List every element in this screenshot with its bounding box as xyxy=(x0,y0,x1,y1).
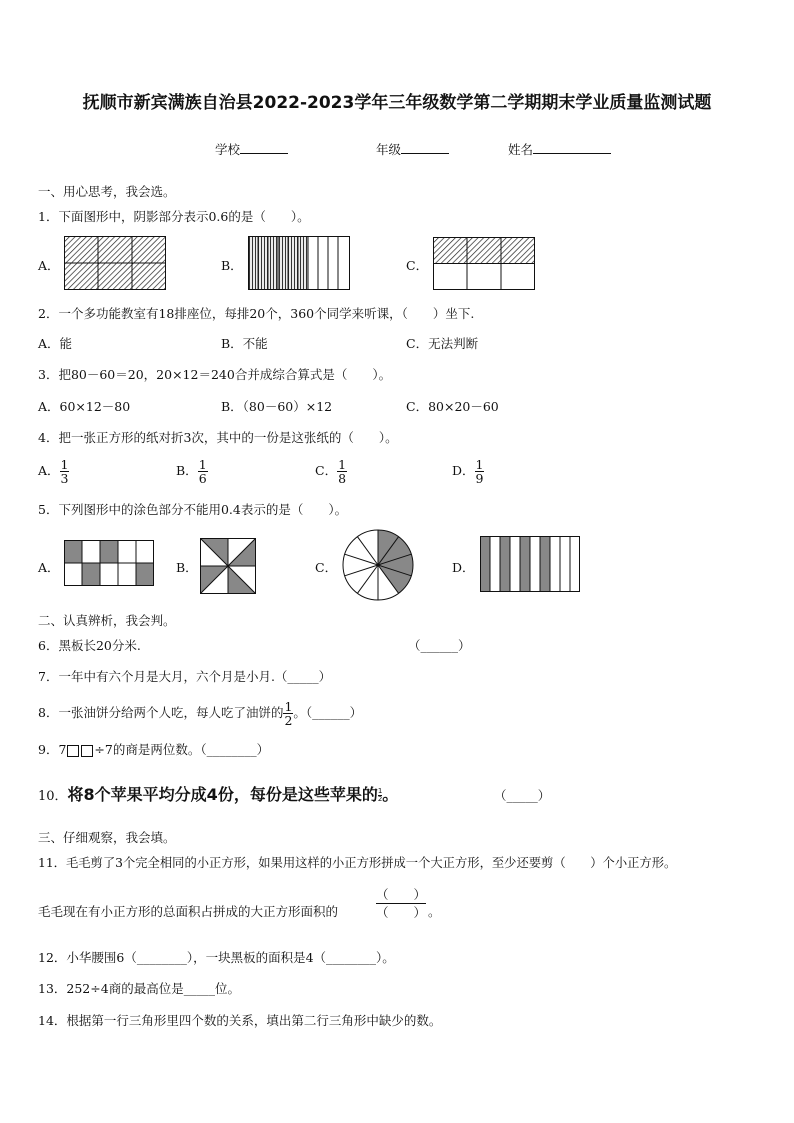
q14-text: 14．根据第一行三角形里四个数的关系，填出第二行三角形中缺少的数。 xyxy=(38,1013,442,1028)
q1-option-a-label[interactable]: A． xyxy=(38,258,60,273)
q1-option-c-label[interactable]: C． xyxy=(406,258,429,273)
q8-text: 8．一张油饼分给两个人吃，每人吃了油饼的 xyxy=(38,705,284,720)
q5-option-c-label[interactable]: C． xyxy=(315,560,338,575)
q4-fraction-c: $\frac{1}{8}$ xyxy=(338,457,347,486)
q3-option-c[interactable]: C．80×20－60 xyxy=(406,399,499,414)
q2-option-c[interactable]: C．无法判断 xyxy=(406,336,479,351)
q8-fraction: $\frac{1}{2}$ xyxy=(284,699,293,728)
q3-text: 3．把80－60＝20，20×12＝240合并成综合算式是（ ）。 xyxy=(38,367,392,382)
q9-text-post: ÷7的商是两位数。（________） xyxy=(94,742,270,757)
q4-text: 4．把一张正方形的纸对折3次，其中的一份是这张纸的（ ）。 xyxy=(38,430,398,445)
section-3-heading: 三、仔细观察，我会填。 xyxy=(38,830,176,845)
q6-answer-blank[interactable]: （______） xyxy=(408,638,471,653)
section-2-heading: 二、认真辨析，我会判。 xyxy=(38,613,176,628)
q2-text: 2．一个多功能教室有18排座位，每排20个，360个同学来听课，（ ）坐下. xyxy=(38,306,475,321)
q2-option-a[interactable]: A．能 xyxy=(38,336,73,351)
q9-box-1[interactable] xyxy=(67,745,79,757)
q5-figure-d xyxy=(480,536,580,592)
q4-option-b[interactable] xyxy=(176,458,208,485)
q9-text-pre: 9．7 xyxy=(38,742,67,757)
q1-figure-c xyxy=(433,237,535,290)
q12-text: 12．小华腰围6（________），一块黑板的面积是4（________）。 xyxy=(38,950,395,965)
q9-box-2[interactable] xyxy=(81,745,93,757)
school-label: 学校 xyxy=(215,142,241,157)
q4-fraction-d: $\frac{1}{9}$ xyxy=(475,457,484,486)
q11-end: 。 xyxy=(428,904,441,919)
q5-figure-c xyxy=(342,528,414,602)
q11-denominator-blank[interactable]: （ ） xyxy=(376,905,427,920)
q4-option-a[interactable] xyxy=(38,458,69,485)
q5-figure-b xyxy=(200,538,256,594)
q11-text: 11．毛毛剪了3个完全相同的小正方形，如果用这样的小正方形拼成一个大正方形，至少还要剪（ ）个小正方形。 xyxy=(38,856,677,870)
name-blank[interactable] xyxy=(533,141,611,154)
q4-fraction-b: $\frac{1}{6}$ xyxy=(198,457,207,486)
q10-text-end: 。 xyxy=(382,785,399,804)
q2-option-b[interactable]: B．不能 xyxy=(221,336,268,351)
q10-text: 将8个苹果平均分成4份，每份是这些苹果的 xyxy=(67,785,378,804)
q7-text: 7．一年中有六个月是大月，六个月是小月.（_____） xyxy=(38,669,332,684)
q4-option-c[interactable] xyxy=(315,458,347,485)
q10-answer-blank[interactable]: （_____） xyxy=(494,788,551,803)
q1-option-b-label[interactable]: B． xyxy=(221,258,243,273)
q11-text-line2: 毛毛现在有小正方形的总面积占拼成的大正方形面积的 xyxy=(38,904,339,919)
q3-option-b[interactable]: B．（80－60）×12 xyxy=(221,399,333,414)
q11-fraction-answer[interactable] xyxy=(376,886,426,921)
q3-option-a[interactable]: A．60×12－80 xyxy=(38,399,131,414)
q5-option-d-label[interactable]: D． xyxy=(452,560,475,575)
q10-number: 10． xyxy=(38,789,68,804)
q4-option-d[interactable] xyxy=(452,458,484,485)
q8-line xyxy=(38,700,362,727)
grade-field[interactable] xyxy=(376,140,449,158)
q5-option-b-label[interactable]: B． xyxy=(176,560,198,575)
name-label: 姓名 xyxy=(508,142,534,157)
q1-text: 1．下面图形中，阴影部分表示0.6的是（ ）。 xyxy=(38,209,310,224)
q1-figure-b xyxy=(248,236,350,290)
name-field[interactable] xyxy=(508,140,611,158)
page-title: 抚顺市新宾满族自治县2022-2023学年三年级数学第二学期期末学业质量监测试题 xyxy=(82,93,712,113)
q1-figure-a xyxy=(64,236,166,290)
q4-fraction-a: $\frac{1}{3}$ xyxy=(60,457,69,486)
q10-line xyxy=(38,782,398,805)
q4-option-c-label: C． xyxy=(315,463,338,478)
q4-option-b-label: B． xyxy=(176,463,198,478)
q9-line xyxy=(38,740,269,758)
school-blank[interactable] xyxy=(240,141,288,154)
q4-option-a-label: A． xyxy=(38,463,60,478)
grade-label: 年级 xyxy=(376,142,402,157)
q5-option-a-label[interactable]: A． xyxy=(38,560,60,575)
q5-figure-a xyxy=(64,540,154,586)
q13-text: 13．252÷4商的最高位是_____位。 xyxy=(38,981,240,996)
q4-option-d-label: D． xyxy=(452,463,475,478)
section-1-heading: 一、用心思考，我会选。 xyxy=(38,184,176,199)
q8-answer-blank[interactable]: 。（______） xyxy=(293,705,363,720)
grade-blank[interactable] xyxy=(401,141,449,154)
school-field[interactable] xyxy=(215,140,288,158)
q11-numerator-blank[interactable]: （ ） xyxy=(376,887,427,902)
q10-fraction: $\frac{1}{2}$ xyxy=(377,787,383,803)
q6-text: 6．黑板长20分米. xyxy=(38,638,141,653)
q5-text: 5．下列图形中的涂色部分不能用0.4表示的是（ ）。 xyxy=(38,502,348,517)
